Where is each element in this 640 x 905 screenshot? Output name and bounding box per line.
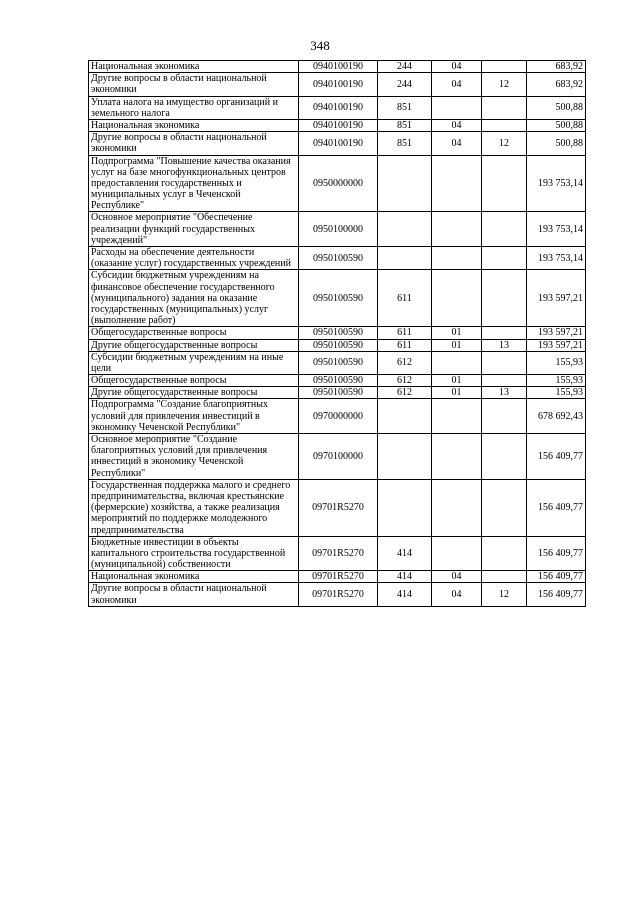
expense-name-cell: Другие общегосударственные вопросы <box>89 387 299 399</box>
target-code-cell: 0950100590 <box>299 387 378 399</box>
section-cell: 04 <box>432 583 482 606</box>
subsection-cell: 12 <box>482 73 527 96</box>
expense-type-cell: 612 <box>378 387 432 399</box>
subsection-cell <box>482 119 527 131</box>
expense-type-cell: 244 <box>378 61 432 73</box>
subsection-cell: 13 <box>482 387 527 399</box>
subsection-cell <box>482 375 527 387</box>
table-row <box>89 339 586 351</box>
expense-name-cell: Основное мероприятие "Обеспечение реализации функций государственных учреждений" <box>89 212 299 247</box>
expense-name-cell: Другие вопросы в области национальной экономики <box>89 583 299 606</box>
section-cell <box>432 351 482 374</box>
expense-name-cell: Государственная поддержка малого и среднего предпринимательства, включая крестьянские (фермерские) хозяйства, а также реализация мероприятий по поддержке молодежного предпринимательства <box>89 479 299 536</box>
section-cell: 01 <box>432 387 482 399</box>
expense-type-cell: 851 <box>378 132 432 155</box>
subsection-cell <box>482 351 527 374</box>
table-row <box>89 351 586 374</box>
section-cell <box>432 434 482 480</box>
amount-cell: 193 753,14 <box>527 247 586 270</box>
subsection-cell <box>482 270 527 327</box>
target-code-cell: 09701R5270 <box>299 583 378 606</box>
subsection-cell: 13 <box>482 339 527 351</box>
table-row <box>89 212 586 247</box>
amount-cell: 155,93 <box>527 387 586 399</box>
expense-type-cell: 414 <box>378 583 432 606</box>
expense-name-cell: Другие вопросы в области национальной экономики <box>89 73 299 96</box>
section-cell <box>432 536 482 571</box>
expense-type-cell <box>378 479 432 536</box>
expense-name-cell: Национальная экономика <box>89 119 299 131</box>
target-code-cell: 0970000000 <box>299 399 378 434</box>
target-code-cell: 0940100190 <box>299 73 378 96</box>
section-cell: 04 <box>432 571 482 583</box>
section-cell: 04 <box>432 132 482 155</box>
expense-name-cell: Общегосударственные вопросы <box>89 327 299 339</box>
expense-type-cell: 611 <box>378 270 432 327</box>
subsection-cell <box>482 479 527 536</box>
section-cell <box>432 479 482 536</box>
subsection-cell <box>482 327 527 339</box>
section-cell: 04 <box>432 119 482 131</box>
section-cell: 04 <box>432 73 482 96</box>
expense-name-cell: Подпрограмма "Повышение качества оказания услуг на базе многофункциональных центров предоставления государственных и муниципальных услуг в Чеченской Республике" <box>89 155 299 212</box>
target-code-cell: 0950100590 <box>299 327 378 339</box>
amount-cell: 500,88 <box>527 132 586 155</box>
target-code-cell: 0940100190 <box>299 132 378 155</box>
expense-name-cell: Другие вопросы в области национальной экономики <box>89 132 299 155</box>
expense-name-cell: Другие общегосударственные вопросы <box>89 339 299 351</box>
target-code-cell: 09701R5270 <box>299 571 378 583</box>
amount-cell: 193 753,14 <box>527 155 586 212</box>
expense-type-cell: 611 <box>378 327 432 339</box>
section-cell: 01 <box>432 327 482 339</box>
expense-name-cell: Национальная экономика <box>89 571 299 583</box>
amount-cell: 683,92 <box>527 73 586 96</box>
expense-type-cell <box>378 155 432 212</box>
table-row <box>89 479 586 536</box>
table-row <box>89 571 586 583</box>
table-row <box>89 583 586 606</box>
subsection-cell <box>482 247 527 270</box>
amount-cell: 193 597,21 <box>527 327 586 339</box>
expense-type-cell: 414 <box>378 536 432 571</box>
subsection-cell <box>482 61 527 73</box>
expense-type-cell <box>378 247 432 270</box>
table-row <box>89 536 586 571</box>
amount-cell: 156 409,77 <box>527 434 586 480</box>
subsection-cell <box>482 96 527 119</box>
section-cell: 01 <box>432 375 482 387</box>
table-row <box>89 132 586 155</box>
table-row <box>89 270 586 327</box>
budget-table <box>88 60 586 607</box>
subsection-cell <box>482 399 527 434</box>
section-cell <box>432 399 482 434</box>
section-cell <box>432 96 482 119</box>
target-code-cell: 0950100590 <box>299 351 378 374</box>
expense-name-cell: Субсидии бюджетным учреждениям на иные цели <box>89 351 299 374</box>
subsection-cell: 12 <box>482 132 527 155</box>
table-row <box>89 155 586 212</box>
section-cell: 01 <box>432 339 482 351</box>
subsection-cell <box>482 212 527 247</box>
table-row <box>89 247 586 270</box>
section-cell <box>432 155 482 212</box>
subsection-cell <box>482 536 527 571</box>
page-number: 348 <box>310 38 330 53</box>
section-cell <box>432 212 482 247</box>
table-row <box>89 387 586 399</box>
table-row <box>89 73 586 96</box>
amount-cell: 683,92 <box>527 61 586 73</box>
expense-type-cell: 244 <box>378 73 432 96</box>
table-row <box>89 96 586 119</box>
amount-cell: 500,88 <box>527 96 586 119</box>
expense-name-cell: Национальная экономика <box>89 61 299 73</box>
target-code-cell: 0950000000 <box>299 155 378 212</box>
amount-cell: 193 597,21 <box>527 339 586 351</box>
subsection-cell <box>482 434 527 480</box>
table-row <box>89 375 586 387</box>
target-code-cell: 0950100000 <box>299 212 378 247</box>
target-code-cell: 0940100190 <box>299 119 378 131</box>
expense-type-cell: 611 <box>378 339 432 351</box>
expense-type-cell: 612 <box>378 375 432 387</box>
amount-cell: 156 409,77 <box>527 536 586 571</box>
expense-type-cell: 414 <box>378 571 432 583</box>
section-cell <box>432 247 482 270</box>
table-row <box>89 434 586 480</box>
expense-name-cell: Расходы на обеспечение деятельности (оказание услуг) государственных учреждений <box>89 247 299 270</box>
expense-type-cell: 851 <box>378 96 432 119</box>
target-code-cell: 09701R5270 <box>299 479 378 536</box>
amount-cell: 155,93 <box>527 375 586 387</box>
amount-cell: 156 409,77 <box>527 479 586 536</box>
subsection-cell <box>482 571 527 583</box>
target-code-cell: 09701R5270 <box>299 536 378 571</box>
expense-type-cell: 612 <box>378 351 432 374</box>
table-row <box>89 399 586 434</box>
target-code-cell: 0950100590 <box>299 339 378 351</box>
expense-name-cell: Уплата налога на имущество организаций и земельного налога <box>89 96 299 119</box>
target-code-cell: 0970100000 <box>299 434 378 480</box>
expense-name-cell: Субсидии бюджетным учреждениям на финансовое обеспечение государственного (муниципального) задания на оказание государственных (муниципальных) услуг (выполнение работ) <box>89 270 299 327</box>
amount-cell: 155,93 <box>527 351 586 374</box>
target-code-cell: 0950100590 <box>299 247 378 270</box>
section-cell <box>432 270 482 327</box>
budget-table-body <box>89 61 586 607</box>
target-code-cell: 0940100190 <box>299 61 378 73</box>
table-row <box>89 327 586 339</box>
amount-cell: 678 692,43 <box>527 399 586 434</box>
amount-cell: 193 753,14 <box>527 212 586 247</box>
target-code-cell: 0950100590 <box>299 375 378 387</box>
amount-cell: 156 409,77 <box>527 571 586 583</box>
expense-type-cell <box>378 434 432 480</box>
expense-type-cell <box>378 212 432 247</box>
table-row <box>89 119 586 131</box>
table-row <box>89 61 586 73</box>
expense-name-cell: Основное мероприятие "Создание благоприятных условий для привлечения инвестиций в экономику Чеченской Республики" <box>89 434 299 480</box>
subsection-cell: 12 <box>482 583 527 606</box>
amount-cell: 193 597,21 <box>527 270 586 327</box>
amount-cell: 156 409,77 <box>527 583 586 606</box>
expense-name-cell: Бюджетные инвестиции в объекты капитального строительства государственной (муниципальной) собственности <box>89 536 299 571</box>
amount-cell: 500,88 <box>527 119 586 131</box>
section-cell: 04 <box>432 61 482 73</box>
expense-name-cell: Общегосударственные вопросы <box>89 375 299 387</box>
expense-name-cell: Подпрограмма "Создание благоприятных условий для привлечения инвестиций в экономику Чеченской Республики" <box>89 399 299 434</box>
target-code-cell: 0950100590 <box>299 270 378 327</box>
expense-type-cell <box>378 399 432 434</box>
subsection-cell <box>482 155 527 212</box>
target-code-cell: 0940100190 <box>299 96 378 119</box>
expense-type-cell: 851 <box>378 119 432 131</box>
